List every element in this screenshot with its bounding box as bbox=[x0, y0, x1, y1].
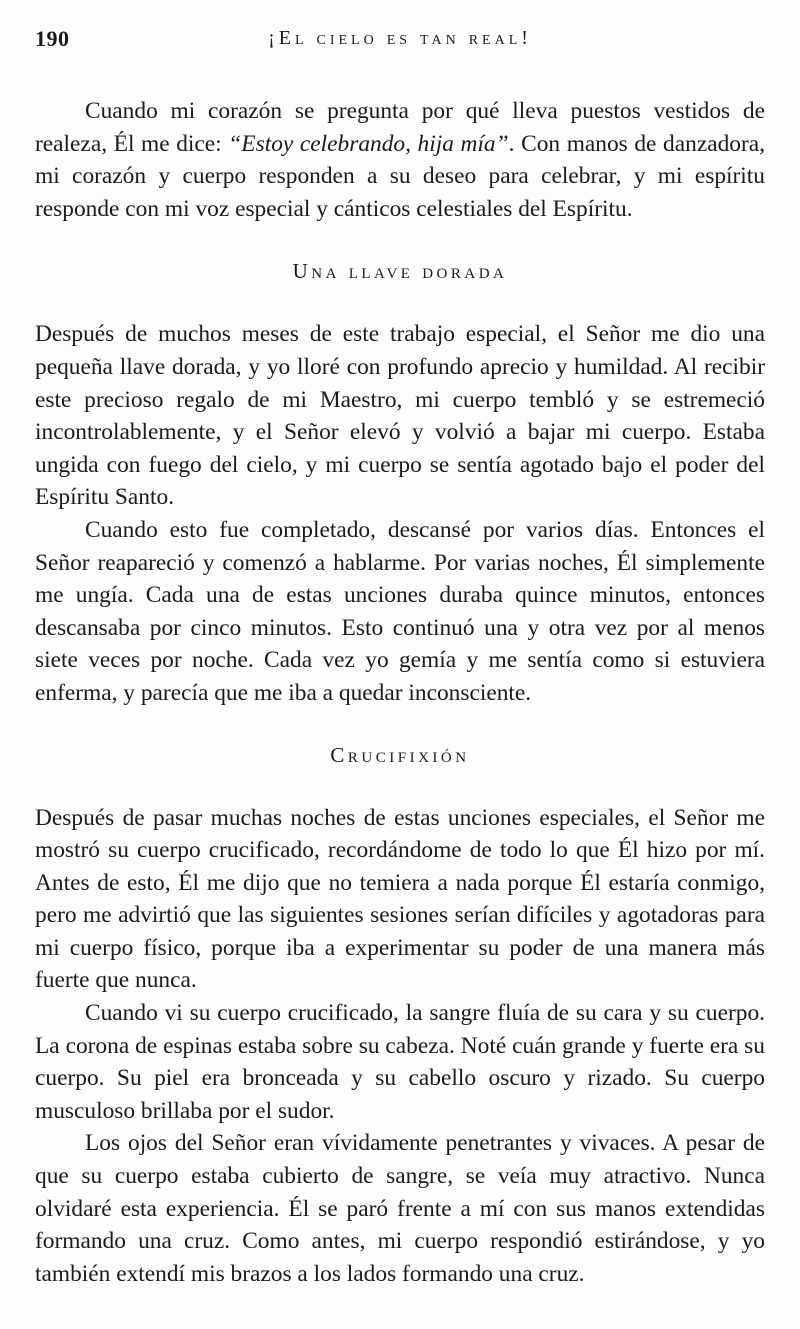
paragraph: Cuando vi su cuerpo crucificado, la sangre fluía de su cara y su cuerpo. La corona de espinas estaba sobre su cabeza. Noté cuán grande y fuerte era su cuerpo. Su piel era bronceada y su cabello oscuro y rizado. Su cuerpo musculoso brillaba por el sudor. bbox=[35, 1000, 765, 1124]
intro-text-end: . Con manos de danzadora, mi corazón y cuerpo responden a su deseo para celebrar, y mi espíritu responde con mi voz especial y cánticos celestiales del Espíritu. bbox=[35, 130, 765, 222]
page-number: 190 bbox=[35, 26, 70, 51]
paragraph: Después de muchos meses de este trabajo especial, el Señor me dio una pequeña llave dorada, y yo lloré con profundo aprecio y humildad. Al recibir este precioso regalo de mi Maestro, mi cuerpo tembló y se estremeció incontrolablemente, y el Señor elevó y volvió a bajar mi cuerpo. Estaba ungida con fuego del cielo, y mi cuerpo se sentía agotado bajo el poder del Espíritu Santo. bbox=[35, 321, 765, 511]
paragraph: Después de pasar muchas noches de estas unciones especiales, el Señor me mostró su cuerpo crucificado, recordándome de todo lo que Él hizo por mí. Antes de esto, Él me dijo que no temiera a nada porque Él estaría conmigo, pero me advirtió que las siguientes sesiones serían difíciles y agotadoras para mi cuerpo físico, porque iba a experimentar su poder de una manera más fuerte que nunca. bbox=[35, 804, 765, 994]
intro-paragraph bbox=[35, 95, 765, 225]
section-heading-llave-dorada: Una llave dorada bbox=[292, 259, 508, 284]
section-heading-crucifixion: Crucifixión bbox=[330, 742, 470, 767]
paragraph: Los ojos del Señor eran vívidamente penetrantes y vivaces. A pesar de que su cuerpo estaba cubierto de sangre, se veía muy atractivo. Nunca olvidaré esta experiencia. Él se paró frente a mí con sus manos extendidas formando una cruz. Como antes, mi cuerpo respondió estirándose, y yo también extendí mis brazos a los lados formando una cruz. bbox=[35, 1130, 765, 1287]
intro-quote: “Estoy celebrando, hija mía” bbox=[228, 130, 509, 157]
page-body bbox=[35, 95, 765, 1290]
running-title: ¡El cielo es tan real! bbox=[268, 27, 532, 49]
running-head bbox=[35, 26, 765, 58]
paragraph: Cuando esto fue completado, descansé por varios días. Entonces el Señor reapareció y comenzó a hablarme. Por varias noches, Él simplemente me ungía. Cada una de estas unciones duraba quince minutos, entonces descansaba por cinco minutos. Esto continuó una y otra vez por al menos siete veces por noche. Cada vez yo gemía y me sentía como si estuviera enferma, y parecía que me iba a quedar inconsciente. bbox=[35, 516, 765, 706]
intro-text-start: Cuando mi corazón se pregunta por qué lleva puestos vestidos de realeza, Él me dice: bbox=[35, 98, 765, 157]
